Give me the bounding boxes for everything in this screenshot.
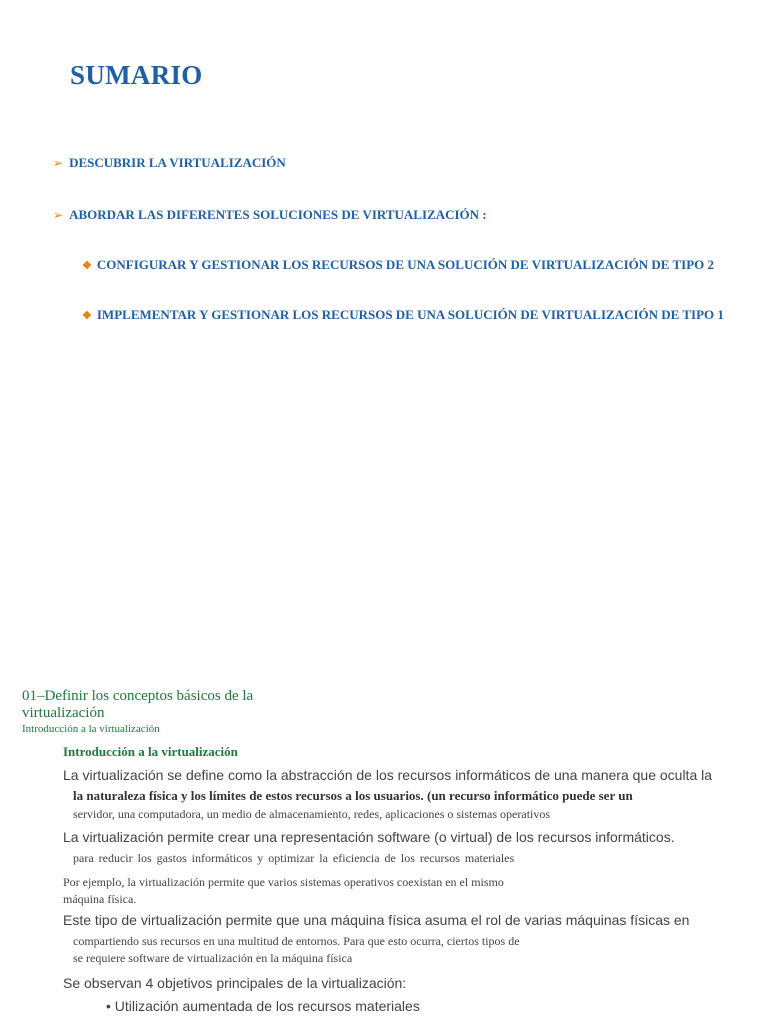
paragraph-2-line-1: La virtualización permite crear una representación software (o virtual) de los recursos informáticos. — [63, 829, 675, 845]
paragraph-2-line-2: para reducir los gastos informáticos y optimizar la eficiencia de los recursos materiales — [73, 851, 515, 865]
paragraph-3-line-2: máquina física. — [63, 892, 137, 906]
paragraph-4-line-2: compartiendo sus recursos en una multitud de entornos. Para que esto ocurra, ciertos tipos de — [73, 934, 520, 948]
section-heading-line1: 01–Definir los conceptos básicos de la — [22, 688, 254, 704]
toc-item-discover — [53, 155, 286, 171]
diamond-bullet-icon: ❖ — [82, 310, 92, 322]
section-subheading: Introducción a la virtualización — [22, 723, 160, 735]
toc-item-solutions — [53, 207, 487, 223]
section-heading-line2: virtualización — [22, 705, 105, 721]
arrow-bullet-icon: ➢ — [53, 208, 64, 222]
list-item-label: Utilización aumentada de los recursos materiales — [114, 998, 420, 1014]
diamond-bullet-icon: ❖ — [82, 260, 92, 272]
list-item — [106, 998, 420, 1014]
paragraph-4-line-3: se requiere software de virtualización en la máquina física — [73, 951, 353, 965]
paragraph-5-line-1: Se observan 4 objetivos principales de la virtualización: — [63, 975, 407, 991]
toc-subitem-type2 — [82, 257, 714, 273]
toc-item-label: ABORDAR LAS DIFERENTES SOLUCIONES DE VIRTUALIZACIÓN : — [69, 207, 487, 222]
paragraph-1-line-1: La virtualización se define como la abstracción de los recursos informáticos de una manera que oculta la — [63, 767, 713, 783]
toc-item-label: DESCUBRIR LA VIRTUALIZACIÓN — [69, 155, 286, 170]
paragraph-3-line-1: Por ejemplo, la virtualización permite que varios sistemas operativos coexistan en el mismo — [63, 875, 504, 889]
paragraph-4-line-1: Este tipo de virtualización permite que una máquina física asuma el rol de varias máquinas físicas en — [63, 912, 690, 928]
paragraph-1-line-3: servidor, una computadora, un medio de almacenamiento, redes, aplicaciones o sistemas operativos — [73, 807, 551, 821]
arrow-bullet-icon: ➢ — [53, 156, 64, 170]
toc-item-label: IMPLEMENTAR Y GESTIONAR LOS RECURSOS DE UNA SOLUCIÓN DE VIRTUALIZACIÓN DE TIPO 1 — [96, 307, 724, 322]
toc-subitem-type1 — [82, 307, 724, 323]
toc-item-label: CONFIGURAR Y GESTIONAR LOS RECURSOS DE UNA SOLUCIÓN DE VIRTUALIZACIÓN DE TIPO 2 — [96, 257, 715, 272]
section-heading — [22, 688, 253, 722]
bullet-icon: • — [106, 998, 111, 1014]
intro-title: Introducción a la virtualización — [63, 744, 238, 759]
paragraph-1-line-2: la naturaleza física y los límites de estos recursos a los usuarios. (un recurso informático puede ser un — [73, 788, 633, 803]
page-title: SUMARIO — [70, 60, 203, 90]
